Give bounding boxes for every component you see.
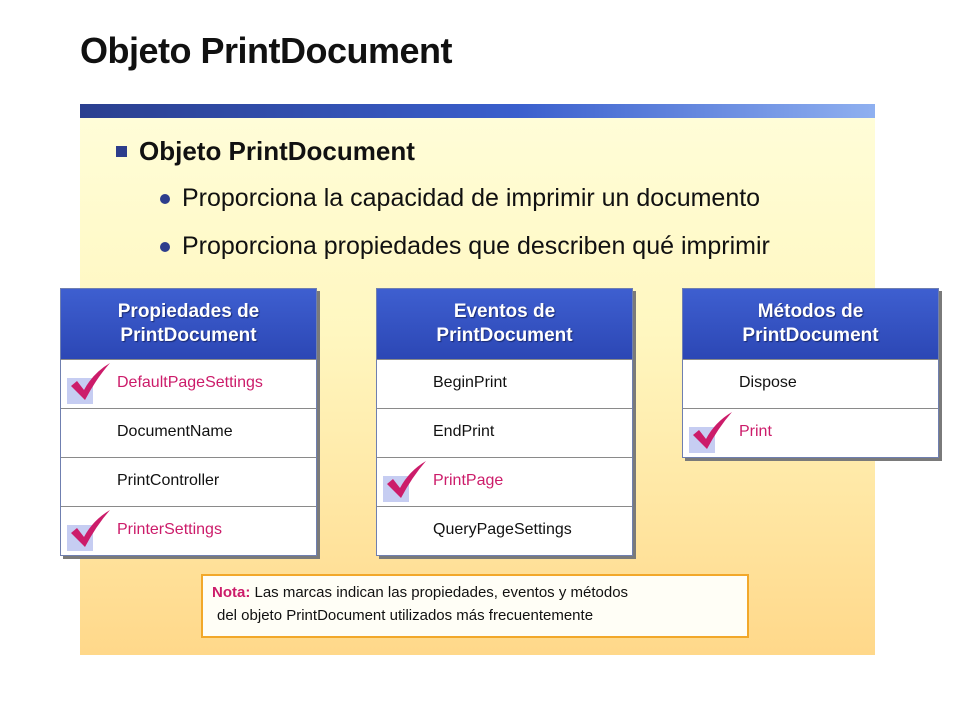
- events-card-header: [377, 289, 632, 359]
- card-row: [61, 457, 316, 506]
- main-bullet: [116, 136, 415, 167]
- row-label: DefaultPageSettings: [117, 374, 263, 391]
- methods-card: [682, 288, 939, 458]
- methods-card-header: [683, 289, 938, 359]
- properties-card: [60, 288, 317, 556]
- checkmark-icon: [383, 460, 425, 502]
- row-label: EndPrint: [433, 423, 495, 440]
- row-label: Dispose: [739, 374, 797, 391]
- row-label: PrintPage: [433, 472, 504, 489]
- card-row: [377, 408, 632, 457]
- card-row: [61, 359, 316, 408]
- row-label: PrintController: [117, 472, 220, 489]
- note-line2: del objeto PrintDocument utilizados más frecuentemente: [217, 607, 594, 624]
- card-row: [61, 506, 316, 555]
- row-label: Print: [739, 423, 772, 440]
- note-text1: Las marcas indican las propiedades, eventos y métodos: [250, 584, 629, 601]
- card-row: [61, 408, 316, 457]
- card-header-line1: Métodos de: [757, 301, 864, 322]
- card-row: [683, 359, 938, 408]
- properties-card-header: [61, 289, 316, 359]
- sub-bullet-2: [160, 232, 770, 261]
- note-line1: [212, 584, 628, 601]
- round-bullet-icon: [160, 242, 170, 252]
- main-bullet-text: Objeto PrintDocument: [139, 136, 415, 166]
- card-header-line2: PrintDocument: [436, 325, 573, 346]
- card-header-line1: Eventos de: [453, 301, 556, 322]
- round-bullet-icon: [160, 194, 170, 204]
- card-row: [377, 457, 632, 506]
- sub-bullet-text: Proporciona propiedades que describen qué imprimir: [182, 232, 770, 260]
- square-bullet-icon: [116, 146, 127, 157]
- title-accent-bar: [80, 104, 875, 118]
- card-header-line1: Propiedades de: [117, 301, 260, 322]
- events-card: [376, 288, 633, 556]
- note-lead: Nota:: [212, 584, 251, 601]
- card-header-line2: PrintDocument: [742, 325, 879, 346]
- card-row: [683, 408, 938, 457]
- note-box: [201, 574, 749, 638]
- sub-bullet-1: [160, 184, 760, 213]
- row-label: PrinterSettings: [117, 521, 222, 538]
- card-header-line2: PrintDocument: [120, 325, 257, 346]
- slide-title: Objeto PrintDocument: [80, 30, 453, 71]
- row-label: DocumentName: [117, 423, 233, 440]
- card-row: [377, 506, 632, 555]
- checkmark-icon: [67, 509, 109, 551]
- row-label: BeginPrint: [433, 374, 507, 391]
- checkmark-icon: [689, 411, 731, 453]
- sub-bullet-text: Proporciona la capacidad de imprimir un documento: [182, 184, 761, 212]
- row-label: QueryPageSettings: [433, 521, 572, 538]
- checkmark-icon: [67, 362, 109, 404]
- card-row: [377, 359, 632, 408]
